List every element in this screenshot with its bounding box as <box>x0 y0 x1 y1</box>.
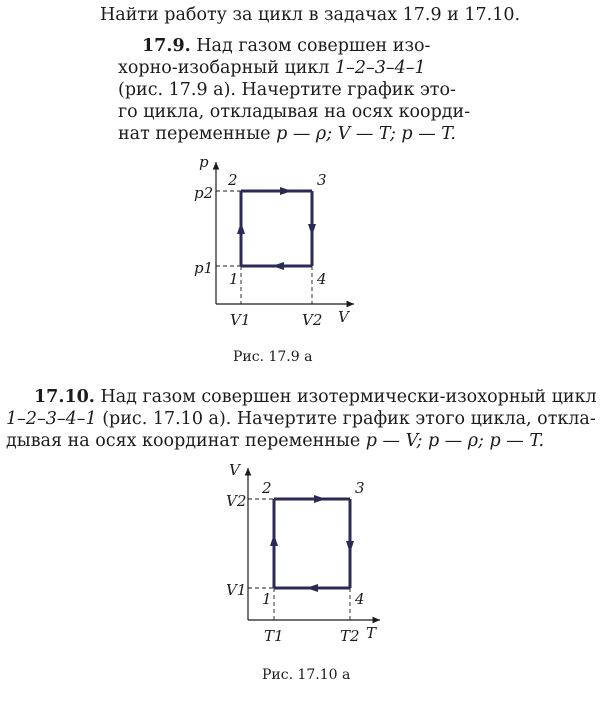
problem-17-9-line3: (рис. 17.9 а). Начертите график это- <box>118 80 456 100</box>
x-axis-label-17-10: T <box>366 624 377 642</box>
problem-17-9-text5: нат переменные <box>118 124 277 144</box>
problem-17-10-text3: дывая на осях координат переменные <box>6 431 366 451</box>
problem-17-9-line4: го цикла, откладывая на осях коорди- <box>118 102 471 122</box>
point-3-label: 3 <box>317 171 327 189</box>
point-2-label-b: 2 <box>262 479 272 497</box>
point-4-label: 4 <box>317 270 327 288</box>
point-3-label-b: 3 <box>355 479 365 497</box>
problem-17-10-vars: p — V; p — ρ; p — T. <box>365 431 545 451</box>
problem-17-9-text2: хорно-изобарный цикл <box>118 58 335 78</box>
arrow-right-icon <box>280 187 292 195</box>
y-tick-v2: V2 <box>226 492 247 510</box>
arrow-up-icon <box>270 534 278 546</box>
arrow-right-icon <box>314 495 326 503</box>
figure-17-9-caption: Рис. 17.9 а <box>233 349 313 365</box>
point-2-label: 2 <box>228 171 238 189</box>
problem-17-10-text1: Над газом совершен изотермически-изохорный цикл <box>100 387 597 407</box>
arrow-down-icon <box>308 224 316 236</box>
intro-text: Найти работу за цикл в задачах 17.9 и 17.10. <box>100 5 521 25</box>
problem-17-10-line3 <box>6 430 544 452</box>
problem-17-10-cycle: 1–2–3–4–1 <box>6 409 97 429</box>
x-tick-t1: T1 <box>264 627 284 645</box>
point-1-label-b: 1 <box>262 590 272 608</box>
point-1-label: 1 <box>229 270 239 288</box>
figure-17-10-caption: Рис. 17.10 а <box>262 667 351 683</box>
x-tick-v1: V1 <box>230 311 251 329</box>
problem-17-10-line1 <box>34 386 597 408</box>
y-axis-label-17-10: V <box>229 461 240 479</box>
x-axis-label-17-9: V <box>338 308 349 326</box>
problem-17-10-line2 <box>6 408 596 430</box>
problem-17-10-number: 17.10. <box>34 387 95 407</box>
y-tick-v1: V1 <box>226 581 247 599</box>
y-tick-p2: p2 <box>194 184 214 202</box>
problem-17-9-text1: Над газом совершен изо- <box>196 36 431 56</box>
y-tick-p1: p1 <box>194 259 214 277</box>
x-tick-v2: V2 <box>302 311 323 329</box>
arrow-left-icon <box>306 584 318 592</box>
x-tick-t2: T2 <box>340 627 360 645</box>
problem-17-9-cycle: 1–2–3–4–1 <box>335 58 426 78</box>
problem-17-9-vars: p — ρ; V — T; p — T. <box>276 124 456 144</box>
y-axis-label-17-9: p <box>199 153 209 171</box>
problem-17-10-text2: (рис. 17.10 а). Начертите график этого цикла, откла- <box>96 409 596 429</box>
point-4-label-b: 4 <box>355 590 365 608</box>
arrow-up-icon <box>237 222 245 234</box>
arrow-down-icon <box>346 541 354 553</box>
arrow-left-icon <box>272 262 284 270</box>
problem-17-9-number: 17.9. <box>142 36 191 56</box>
